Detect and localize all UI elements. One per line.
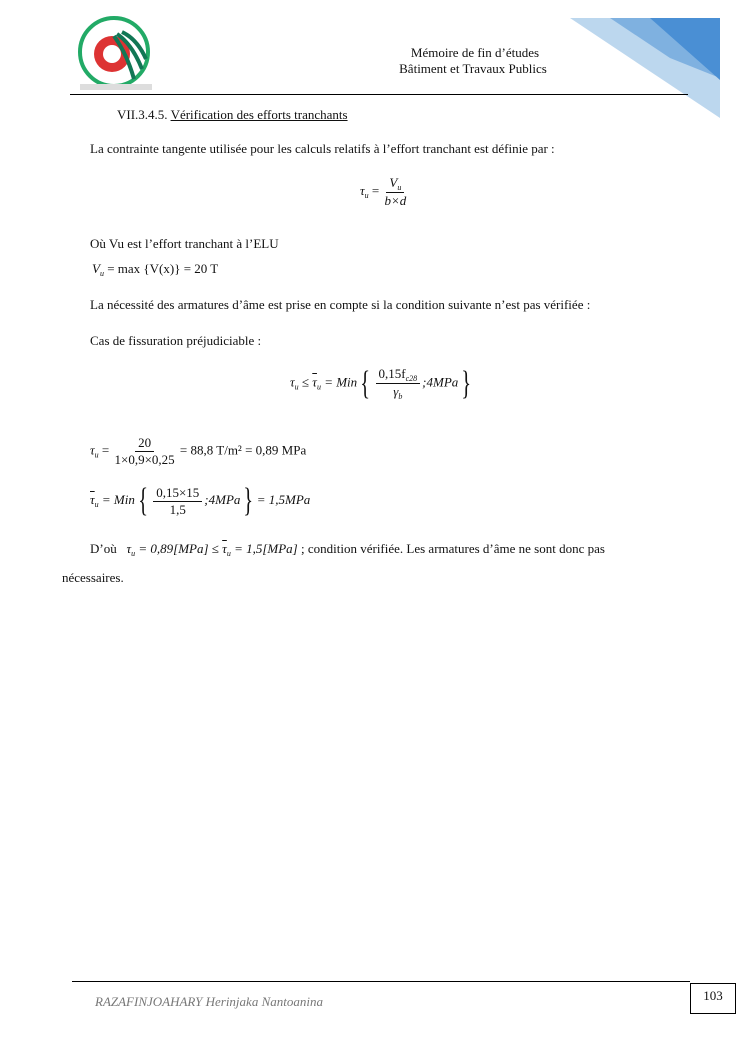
math: τ [290, 374, 295, 390]
math: u [99, 269, 104, 278]
section-number: VII.3.4.5. [117, 107, 168, 122]
paragraph: Cas de fissuration préjudiciable : [90, 333, 262, 348]
math: $\overline{\tau}$ [312, 374, 317, 390]
math: ;4MPa [422, 374, 459, 390]
footer-author: RAZAFINJOAHARY Herinjaka Nantoanina [95, 994, 323, 1009]
formula-condition: $\tau_u \le \overline{\tau}_u = Min${ $\frac{0,15f_{c28}}{\gamma_b}$ ;4MPa} [290, 364, 472, 402]
paragraph: La nécessité des armatures d’âme est prise en compte si la condition suivante n’est pas vérifiée : [90, 297, 591, 312]
paragraph: nécessaires. [62, 570, 124, 585]
text: D’où [90, 541, 117, 556]
math: 1×0,9×0,25 [114, 452, 175, 467]
math: u [364, 190, 369, 200]
corner-decoration [570, 18, 745, 120]
formula-tau-value: $\tau_u$ = $\frac{20}{1\times 0,9\times 0,25}$ = 88,8 T/m² = 0,89 MPa [90, 435, 307, 467]
header-line-2: Bâtiment et Travaux Publics [399, 61, 547, 76]
math: ≤ [301, 374, 310, 390]
math: u [94, 499, 99, 509]
math: u [294, 382, 299, 392]
math: γ [393, 384, 399, 399]
math: = [371, 182, 380, 198]
math: τ [126, 541, 132, 556]
math: τ [360, 182, 365, 198]
math: u [316, 382, 321, 392]
math: b×d [384, 193, 407, 208]
math: = max {V(x)} = 20 [107, 261, 208, 276]
math: b [398, 392, 403, 401]
formula-tau-definition [360, 175, 408, 209]
math: u [131, 549, 136, 558]
math: = 1,5MPa [256, 491, 311, 507]
school-logo [72, 14, 160, 94]
paragraph: Où Vu est l’effort tranchant à l’ELU [90, 236, 279, 251]
footer-rule [72, 981, 690, 982]
math: = 88,8 T/m² = 0,89 MPa [179, 442, 307, 458]
math: $\overline{\tau}$ [90, 491, 95, 507]
math: V [389, 175, 398, 190]
math: u [226, 549, 231, 558]
fraction [115, 435, 175, 468]
math: c28 [405, 374, 418, 383]
math: = 0,89[MPa] ≤ [138, 541, 223, 556]
math: u [397, 183, 402, 192]
math: = 1,5[MPa] [234, 541, 298, 556]
math: u [94, 450, 99, 460]
section-heading [117, 107, 348, 123]
math: 1,5 [169, 501, 186, 517]
formula-tau-bar-value: $\overline{\tau}_u = Min${ $\frac{0,15\times 15}{1,5}$ ;4MPa} = 1,5MPa [90, 482, 311, 519]
math: V [92, 261, 100, 276]
paragraph-conclusion [90, 541, 605, 558]
paragraph: La contrainte tangente utilisée pour les calculs relatifs à l’effort tranchant est définie par : [90, 141, 555, 156]
header-rule [70, 94, 688, 95]
section-title: Vérification des efforts tranchants [170, 107, 348, 122]
math: T [210, 261, 219, 276]
math: τ [90, 442, 95, 458]
text: ; condition vérifiée. Les armatures d’âme ne sont donc pas [301, 541, 605, 556]
header-line-1: Mémoire de fin d’études [410, 45, 540, 60]
math: 0,15×15 [153, 485, 202, 502]
math: = Min [324, 374, 358, 390]
page-number: 103 [690, 983, 736, 1014]
header-title [400, 45, 550, 77]
math: ;4MPa [204, 491, 241, 507]
fraction [385, 175, 407, 209]
math: 0,15f [378, 366, 406, 381]
formula-vu [92, 261, 218, 278]
math: = Min [101, 491, 135, 507]
fraction [376, 366, 421, 401]
fraction [153, 485, 202, 518]
math: $\overline{\tau}$ [222, 541, 227, 556]
math: 20 [135, 435, 154, 452]
